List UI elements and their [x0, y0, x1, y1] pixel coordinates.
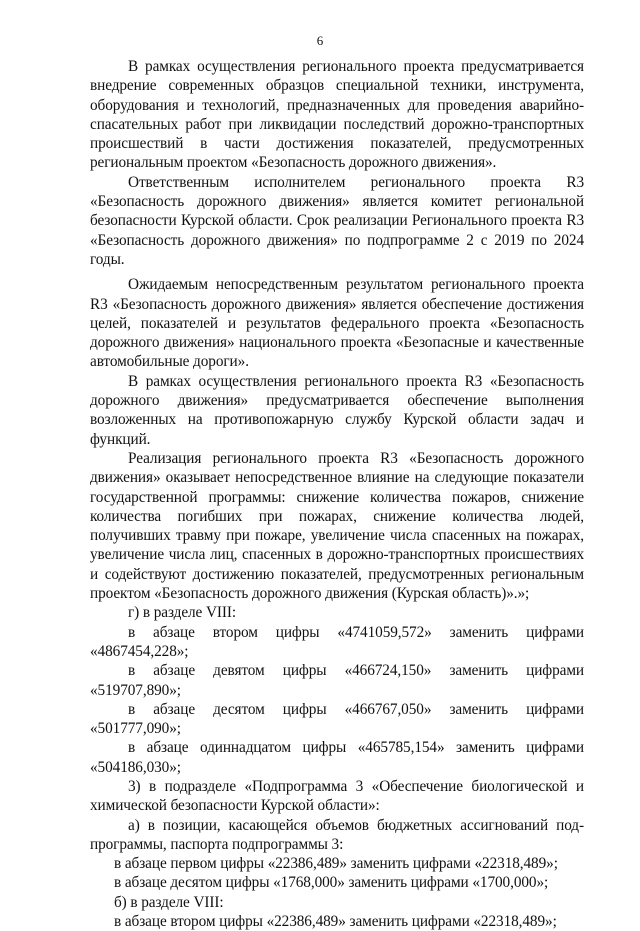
text-line: происшествий в части достижения показателей, предусмотренных — [90, 135, 584, 153]
text-line: целей, показателей и результатов федерального проекта «Безопасность — [90, 314, 584, 332]
text-line: оборудования и технологий, предназначенных для проведения аварийно- — [90, 96, 584, 114]
text-line: проектом «Безопасность дорожного движения (Курская область)».»; — [90, 585, 530, 603]
text-line: в абзаце втором цифры «4741059,572» заменить цифрами — [128, 623, 584, 641]
text-line: возложенных на противопожарную службу Курской области задач и — [90, 411, 584, 429]
text-line: «Безопасность дорожного движения» по подпрограмме 2 с 2019 по 2024 — [90, 231, 584, 249]
text-line: получивших травму при пожаре, увеличение числа спасенных на пожарах, — [90, 527, 584, 545]
text-line: химической безопасности Курской области»: — [90, 797, 380, 815]
text-line: «4867454,228»; — [90, 642, 189, 660]
text-line: спасательных работ при ликвидации последствий дорожно-транспортных — [90, 115, 584, 133]
text-line: в абзаце одиннадцатом цифры «465785,154» заменить цифрами — [128, 739, 584, 757]
text-line: движения» оказывает непосредственное влияние на следующие показатели — [90, 469, 584, 487]
document-body — [90, 57, 584, 931]
text-line: а) в позиции, касающейся объемов бюджетных ассигнований под- — [128, 816, 584, 834]
text-line: дорожного движения» национального проекта «Безопасные и качественные — [90, 334, 584, 352]
text-line: годы. — [90, 250, 125, 268]
text-line: б) в разделе VIII: — [114, 893, 224, 911]
text-line: «Безопасность дорожного движения» является комитет региональной — [90, 193, 584, 211]
text-line: программы, паспорта подпрограммы 3: — [90, 835, 344, 853]
text-line: R3 «Безопасность дорожного движения» является обеспечение достижения — [90, 295, 584, 313]
text-line: безопасности Курской области. Срок реализации Регионального проекта R3 — [90, 212, 584, 230]
text-line: В рамках осуществления регионального проекта R3 «Безопасность — [128, 372, 584, 390]
text-line: количества погибших при пожарах, снижение количества людей, — [90, 507, 584, 525]
text-line: г) в разделе VIII: — [128, 604, 237, 622]
text-line: в абзаце десятом цифры «1768,000» заменить цифрами «1700,000»; — [114, 874, 549, 892]
text-line: внедрение современных образцов специальной техники, инструмента, — [90, 77, 584, 95]
text-line: в абзаце втором цифры «22386,489» заменить цифрами «22318,489»; — [114, 913, 557, 931]
text-line: в абзаце первом цифры «22386,489» заменить цифрами «22318,489»; — [114, 855, 558, 873]
text-line: автомобильные дороги». — [90, 353, 249, 371]
text-line: «504186,030»; — [90, 758, 181, 776]
text-line: функций. — [90, 430, 151, 448]
text-line: Реализация регионального проекта R3 «Безопасность дорожного — [128, 449, 584, 467]
text-line: увеличение числа лиц, спасенных в дорожно-транспортных происшествиях — [90, 546, 584, 564]
text-line: региональным проектом «Безопасность дорожного движения». — [90, 154, 497, 172]
text-line: Ответственным исполнителем регионального проекта R3 — [128, 173, 584, 191]
text-line: и содействуют достижению показателей, предусмотренных региональным — [90, 565, 584, 583]
text-line: в абзаце девятом цифры «466724,150» заменить цифрами — [128, 662, 584, 680]
page-number: 6 — [316, 33, 324, 48]
text-line: В рамках осуществления регионального проекта предусматривается — [128, 58, 584, 75]
text-line: дорожного движения» предусматривается обеспечение выполнения — [90, 392, 584, 410]
text-line: государственной программы: снижение количества пожаров, снижение — [90, 488, 584, 506]
text-line: Ожидаемым непосредственным результатом регионального проекта — [128, 276, 584, 294]
text-line: 3) в подразделе «Подпрограмма 3 «Обеспечение биологической и — [128, 777, 584, 795]
text-line: «519707,890»; — [90, 681, 181, 699]
text-line: «501777,090»; — [90, 720, 181, 738]
text-line: в абзаце десятом цифры «466767,050» заменить цифрами — [128, 700, 584, 718]
